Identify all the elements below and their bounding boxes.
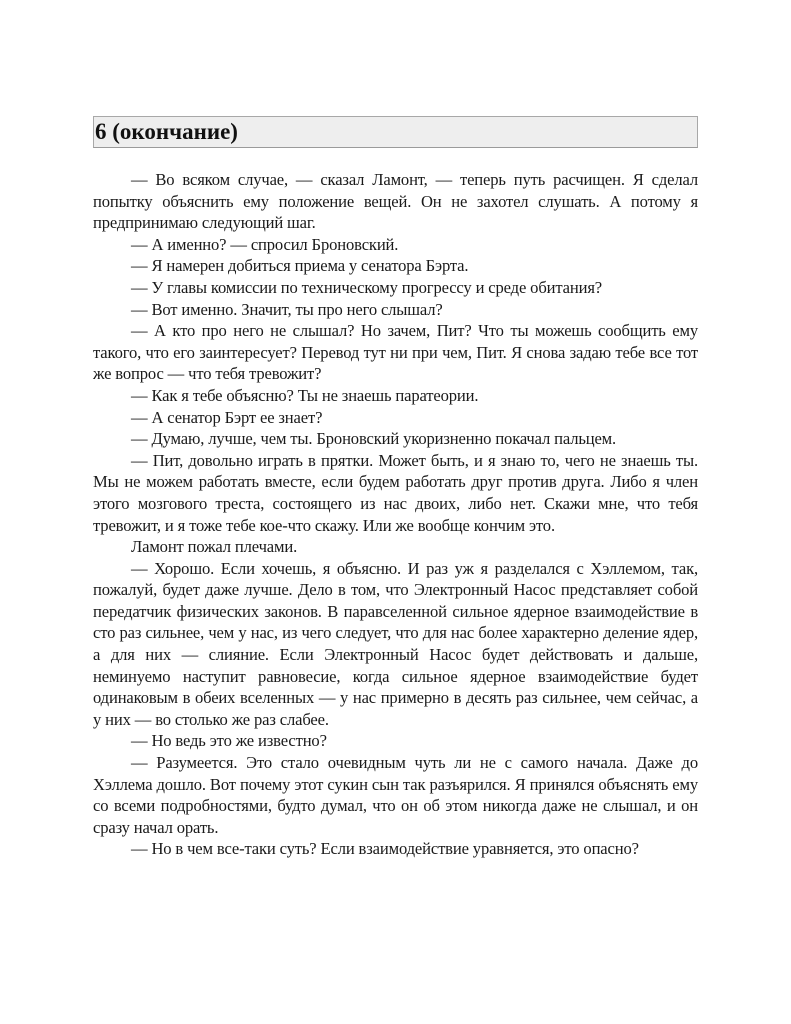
paragraph: — Хорошо. Если хочешь, я объясню. И раз уж я разделался с Хэллемом, так, пожалуй, будет даже лучше. Дело в том, что Электронный Насос представляет собой передатчик физических законов. В паравселенной сильное ядерное взаимодействие в сто раз сильнее, чем у нас, из чего следует, что для нас более характерно деление ядер, а для них — слияние. Если Электронный Насос будет действовать и дальше, неминуемо наступит равновесие, когда сильное ядерное взаимодействие будет одинаковым в обеих вселенных — у нас примерно в десять раз сильнее, чем сейчас, а у них — во столько же раз слабее. [93, 558, 698, 729]
paragraph: — А сенатор Бэрт ее знает? [131, 407, 323, 427]
paragraph: — Вот именно. Значит, ты про него слышал? [131, 299, 443, 319]
paragraph: — Но ведь это же известно? [131, 731, 327, 751]
document-page [93, 116, 698, 860]
paragraph: — Думаю, лучше, чем ты. Броновский укоризненно покачал пальцем. [131, 429, 617, 449]
paragraph: — Как я тебе объясню? Ты не знаешь паратеории. [131, 385, 479, 405]
paragraph: — Я намерен добиться приема у сенатора Бэрта. [131, 256, 469, 276]
paragraph: — Пит, довольно играть в прятки. Может быть, и я знаю то, чего не знаешь ты. Мы не можем работать вместе, если будем работать друг против друга. Либо я член этого мозгового треста, состоящего из нас двоих, либо нет. Скажи мне, что тебя тревожит, и я тоже тебе кое-что скажу. Или же вообще кончим это. [93, 450, 698, 535]
paragraph: — А кто про него не слышал? Но зачем, Пит? Что ты можешь сообщить ему такого, что его заинтересует? Перевод тут ни при чем, Пит. Я снова задаю тебе все тот же вопрос — что тебя тревожит? [93, 321, 698, 384]
paragraph: Ламонт пожал плечами. [131, 537, 298, 557]
paragraph: — Во всяком случае, — сказал Ламонт, — теперь путь расчищен. Я сделал попытку объяснить ему положение вещей. Он не захотел слушать. А потому я предпринимаю следующий шаг. [93, 170, 698, 233]
paragraph: — У главы комиссии по техническому прогрессу и среде обитания? [131, 277, 603, 297]
paragraph: — А именно? — спросил Броновский. [131, 234, 399, 254]
paragraph: — Разумеется. Это стало очевидным чуть ли не с самого начала. Даже до Хэллема дошло. Вот почему этот сукин сын так разъярился. Я принялся объяснять ему со всеми подробностями, будто думал, что он об этом никогда даже не слышал, и он сразу начал орать. [93, 753, 698, 837]
body-text [93, 169, 698, 860]
chapter-heading: 6 (окончание) [93, 116, 698, 148]
paragraph: — Но в чем все-таки суть? Если взаимодействие уравняется, это опасно? [131, 839, 639, 859]
